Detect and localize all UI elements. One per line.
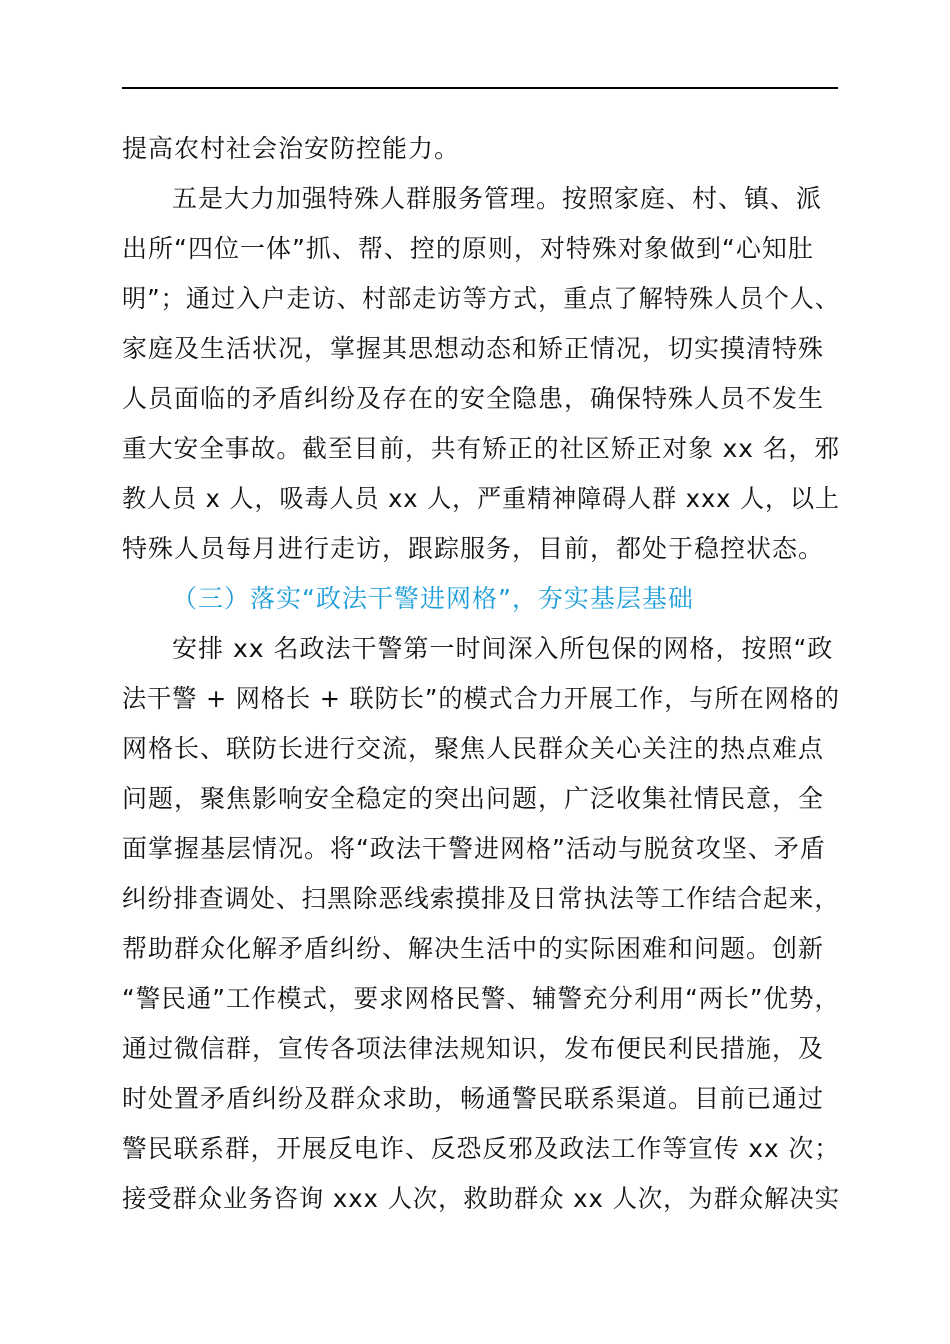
body-line: 出所“四位一体”抓、帮、控的原则，对特殊对象做到“心知肚 [122, 234, 814, 263]
body-line: 教人员 x 人，吸毒人员 xx 人，严重精神障碍人群 xxx 人，以上 [122, 484, 840, 513]
body-line: 面掌握基层情况。将“政法干警进网格”活动与脱贫攻坚、矛盾 [122, 834, 826, 863]
section-heading: （三）落实“政法干警进网格”，夯实基层基础 [172, 584, 694, 613]
body-line: 家庭及生活状况，掌握其思想动态和矫正情况，切实摸清特殊 [122, 334, 825, 363]
body-line: 帮助群众化解矛盾纠纷、解决生活中的实际困难和问题。创新 [122, 934, 825, 963]
body-line: 问题，聚焦影响安全稳定的突出问题，广泛收集社情民意，全 [122, 784, 825, 813]
body-line: 警民联系群，开展反电诈、反恐反邪及政法工作等宣传 xx 次； [122, 1134, 840, 1163]
header-rule [122, 87, 838, 89]
body-line: 提高农村社会治安防控能力。 [122, 134, 461, 163]
paragraph-first-line: 安排 xx 名政法干警第一时间深入所包保的网格，按照“政 [172, 634, 834, 663]
paragraph-first-line: 五是大力加强特殊人群服务管理。按照家庭、村、镇、派 [172, 184, 823, 213]
body-line: “警民通”工作模式，要求网格民警、辅警充分利用“两长”优势， [122, 984, 840, 1013]
body-line: 明”；通过入户走访、村部走访等方式，重点了解特殊人员个人、 [122, 284, 840, 313]
body-line: 人员面临的矛盾纠纷及存在的安全隐患，确保特殊人员不发生 [122, 384, 825, 413]
body-line: 重大安全事故。截至目前，共有矫正的社区矫正对象 xx 名，邪 [122, 434, 840, 463]
body-line: 接受群众业务咨询 xxx 人次，救助群众 xx 人次，为群众解决实 [122, 1184, 840, 1213]
body-line: 纠纷排查调处、扫黑除恶线索摸排及日常执法等工作结合起来， [122, 884, 840, 913]
body-line: 法干警 + 网格长 + 联防长”的模式合力开展工作，与所在网格的 [122, 684, 840, 713]
body-line: 特殊人员每月进行走访，跟踪服务，目前，都处于稳控状态。 [122, 534, 825, 563]
body-line: 通过微信群，宣传各项法律法规知识，发布便民利民措施，及 [122, 1034, 825, 1063]
body-line: 网格长、联防长进行交流，聚焦人民群众关心关注的热点难点 [122, 734, 825, 763]
body-line: 时处置矛盾纠纷及群众求助，畅通警民联系渠道。目前已通过 [122, 1084, 825, 1113]
